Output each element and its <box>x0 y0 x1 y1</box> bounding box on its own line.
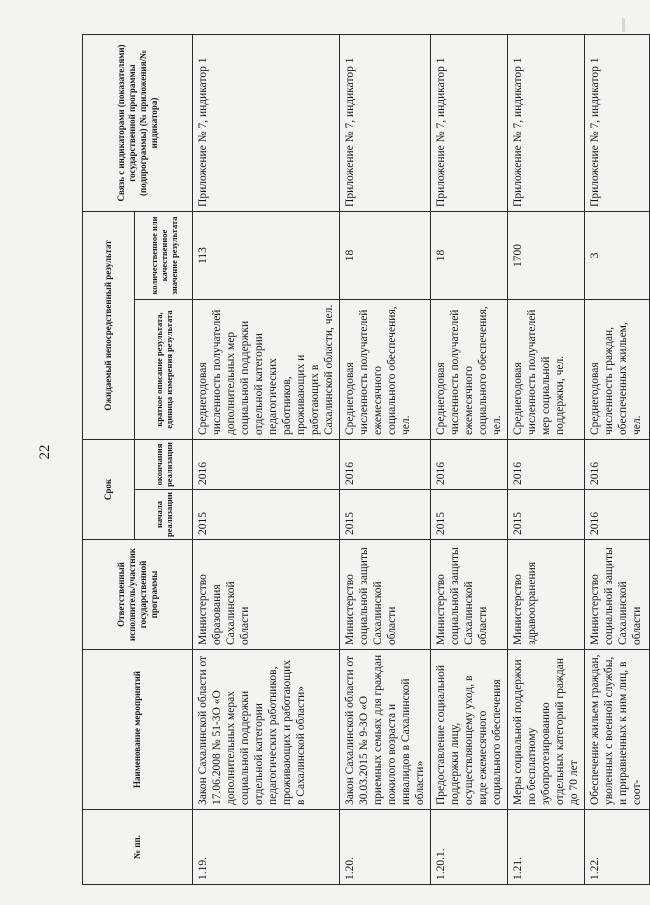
row-desc: Среднегодовая численность получателей дополнительных мер социальной поддержки отдельной категории педагогических работников, проживающих и работающих в Сахалинской области, чел. <box>193 299 340 439</box>
table-row <box>508 34 585 884</box>
row-desc: Среднегодовая численность получателей мер социальной поддержки, чел. <box>508 299 585 439</box>
row-desc: Среднегодовая численность получателей ежемесячного социального обеспечения, чел. <box>431 299 508 439</box>
row-responsible: Министерство социальной защиты Сахалинской области <box>585 540 650 650</box>
row-name: Закон Сахалинской области от 30.03.2015 № 9-ЗО «О приемных семьях для граждан пожилого возраста и инвалидов в Сахалинской области» <box>340 650 431 810</box>
row-desc: Среднегодовая численность граждан, обеспеченных жильем, чел. <box>585 299 650 439</box>
document-page <box>82 35 643 885</box>
page-number: 22 <box>37 444 53 460</box>
row-responsible: Министерство образования Сахалинской области <box>193 540 340 650</box>
row-responsible: Министерство социальной защиты Сахалинской области <box>431 540 508 650</box>
header-term-end: окончания реализации <box>135 439 193 489</box>
row-end: 2016 <box>431 439 508 489</box>
table-row <box>340 34 431 884</box>
row-responsible: Министерство здравоохранения <box>508 540 585 650</box>
row-link: Приложение № 7, индикатор 1 <box>340 34 431 211</box>
row-value: 1700 <box>508 211 585 299</box>
row-num: 1.20.1. <box>431 810 508 885</box>
header-responsible: Ответственный исполнитель/участник государственной программы <box>83 540 193 650</box>
header-result-value: количественное или качественное значение результата <box>135 211 193 299</box>
row-start: 2016 <box>585 490 650 540</box>
row-end: 2016 <box>193 439 340 489</box>
row-start: 2015 <box>431 490 508 540</box>
row-link: Приложение № 7, индикатор 1 <box>193 34 340 211</box>
row-num: 1.22. <box>585 810 650 885</box>
header-result: Ожидаемый непосредственный результат <box>83 211 135 439</box>
row-start: 2015 <box>340 490 431 540</box>
row-value: 3 <box>585 211 650 299</box>
measures-table <box>82 34 650 885</box>
row-link: Приложение № 7, индикатор 1 <box>431 34 508 211</box>
row-name: Предоставление социальной поддержки лицу, осуществляющему уход, в виде ежемесячного социального обеспечения <box>431 650 508 810</box>
row-name: Меры социальной поддержки по бесплатному зубопротезированию отдельных категорий граждан до 70 лет <box>508 650 585 810</box>
header-num: № пп. <box>83 810 193 885</box>
row-num: 1.21. <box>508 810 585 885</box>
scan-mark <box>622 18 625 32</box>
header-term: Срок <box>83 439 135 539</box>
table-row <box>585 34 650 884</box>
row-link: Приложение № 7, индикатор 1 <box>585 34 650 211</box>
row-start: 2015 <box>193 490 340 540</box>
row-value: 113 <box>193 211 340 299</box>
row-desc: Среднегодовая численность получателей ежемесячного социального обеспечения, чел. <box>340 299 431 439</box>
row-start: 2015 <box>508 490 585 540</box>
row-value: 18 <box>340 211 431 299</box>
row-end: 2016 <box>340 439 431 489</box>
header-result-desc: краткое описание результата, единица измерения результата <box>135 299 193 439</box>
row-num: 1.20. <box>340 810 431 885</box>
row-num: 1.19. <box>193 810 340 885</box>
header-term-start: начала реализации <box>135 490 193 540</box>
row-name: Закон Сахалинской области от 17.06.2008 № 51-ЗО «О дополнительных мерах социальной поддержки отдельной категории педагогических работников, проживающих и работающих в Сахалинской области» <box>193 650 340 810</box>
table-row <box>193 34 340 884</box>
header-name: Наименование мероприятий <box>83 650 193 810</box>
row-name: Обеспечение жильем граждан, уволенных с военной службы, и приравненных к ним лиц, в соот- <box>585 650 650 810</box>
row-responsible: Министерство социальной защиты Сахалинской области <box>340 540 431 650</box>
row-end: 2016 <box>508 439 585 489</box>
row-end: 2016 <box>585 439 650 489</box>
row-value: 18 <box>431 211 508 299</box>
header-link: Связь с индикаторами (показателями) государственной программы (подпрограммы) (№ приложения/№ индикатора) <box>83 34 193 211</box>
table-row <box>431 34 508 884</box>
row-link: Приложение № 7, индикатор 1 <box>508 34 585 211</box>
